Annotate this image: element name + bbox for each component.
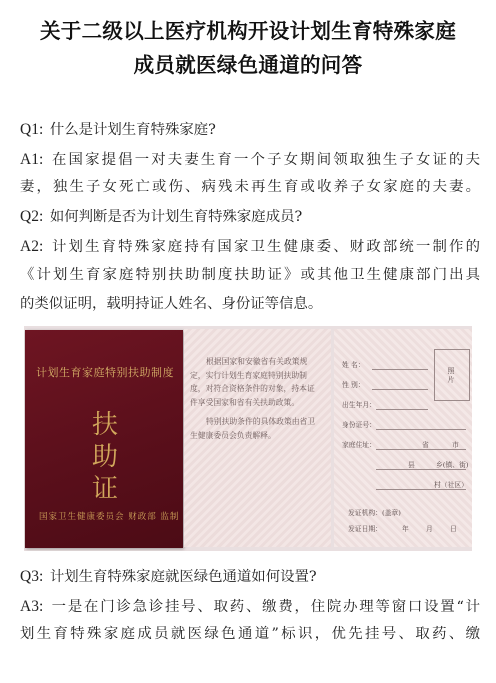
- a1-line-2: 妻，独生子女死亡或伤、病残未再生育或收养子女家庭的夫妻。: [20, 179, 480, 195]
- a3-label: A3:: [20, 598, 44, 615]
- field-name: 姓 名：: [342, 361, 365, 369]
- cover-char-fu: 扶: [91, 410, 118, 440]
- field-address-line: [376, 449, 466, 450]
- cover-char-zheng: 证: [91, 474, 118, 504]
- field-id-line: [376, 429, 466, 430]
- field-village: 村（社区）: [434, 481, 468, 489]
- a2-line-1: 计划生育特殊家庭持有国家卫生健康委、财政部统一制作的: [51, 239, 480, 255]
- title-line-1: 关于二级以上医疗机构开设计划生育特殊家庭: [40, 19, 456, 43]
- a2-line-3: 的类似证明，载明持证人姓名、身份证等信息。: [20, 296, 323, 312]
- field-issue-date: 发证日期：: [348, 525, 382, 533]
- field-village-line: [376, 489, 466, 490]
- field-day: 日: [450, 525, 457, 533]
- a3-line-2: 划生育特殊家庭成员就医绿色通道”标识，优先挂号、取药、缴: [20, 626, 480, 642]
- q3-label: Q3:: [20, 568, 44, 585]
- q2-label: Q2:: [20, 208, 44, 225]
- field-province: 省: [422, 441, 429, 449]
- intro-paragraph-2: 特别扶助条件的具体政策由省卫生健康委员会负责解释。: [190, 417, 316, 440]
- certificate-inner-right: [334, 329, 472, 547]
- field-birth-line: [376, 409, 428, 410]
- q3-text: 计划生育特殊家庭就医绿色通道如何设置?: [49, 569, 317, 585]
- certificate-intro: [190, 355, 322, 442]
- a3-line-1: 一是在门诊急诊挂号、取药、缴费，住院办理等窗口设置“计: [51, 599, 481, 615]
- article-title: [0, 14, 496, 82]
- field-id: 身份证号：: [342, 421, 376, 429]
- a1-label: A1:: [20, 151, 44, 168]
- intro-paragraph-1: 根据国家和安徽省有关政策规定，实行计划生育家庭特别扶助制度，对符合资格条件的对象，持本证件享受国家和省有关扶助政策。: [190, 357, 315, 407]
- a2-line-2: 《计划生育家庭特别扶助制度扶助证》或其他卫生健康部门出具: [20, 267, 480, 283]
- cover-title: 计划生育家庭特别扶助制度: [36, 366, 174, 379]
- field-address: 家庭住址：: [342, 441, 376, 449]
- field-sex: 性 别：: [342, 381, 365, 389]
- photo-label: 照片: [447, 367, 455, 384]
- q1-label: Q1:: [20, 121, 44, 138]
- field-birth: 出生年月：: [342, 401, 376, 409]
- certificate-photo: [24, 326, 472, 551]
- a1-line-1: 在国家提倡一对夫妻生育一个子女期间领取独生子女证的夫: [51, 152, 480, 168]
- field-year: 年: [402, 525, 409, 533]
- cover-char-zhu: 助: [91, 442, 118, 472]
- certificate-cover: [25, 330, 183, 548]
- field-county: 县: [408, 461, 415, 469]
- field-county-line: [376, 469, 466, 470]
- field-city: 市: [452, 441, 459, 449]
- field-issuer: 发证机构：(盖章): [348, 509, 401, 517]
- a2-label: A2:: [20, 238, 44, 255]
- field-town: 乡(镇、街): [436, 461, 469, 469]
- q1-text: 什么是计划生育特殊家庭?: [49, 122, 216, 138]
- cover-issuer: 国家卫生健康委员会 财政部 监制: [39, 512, 180, 522]
- field-month: 月: [426, 525, 433, 533]
- certificate-inner-left: [184, 329, 331, 547]
- title-line-2: 成员就医绿色通道的问答: [133, 53, 363, 77]
- field-name-line: [372, 369, 428, 370]
- q2-text: 如何判断是否为计划生育特殊家庭成员?: [49, 209, 303, 225]
- field-sex-line: [372, 389, 428, 390]
